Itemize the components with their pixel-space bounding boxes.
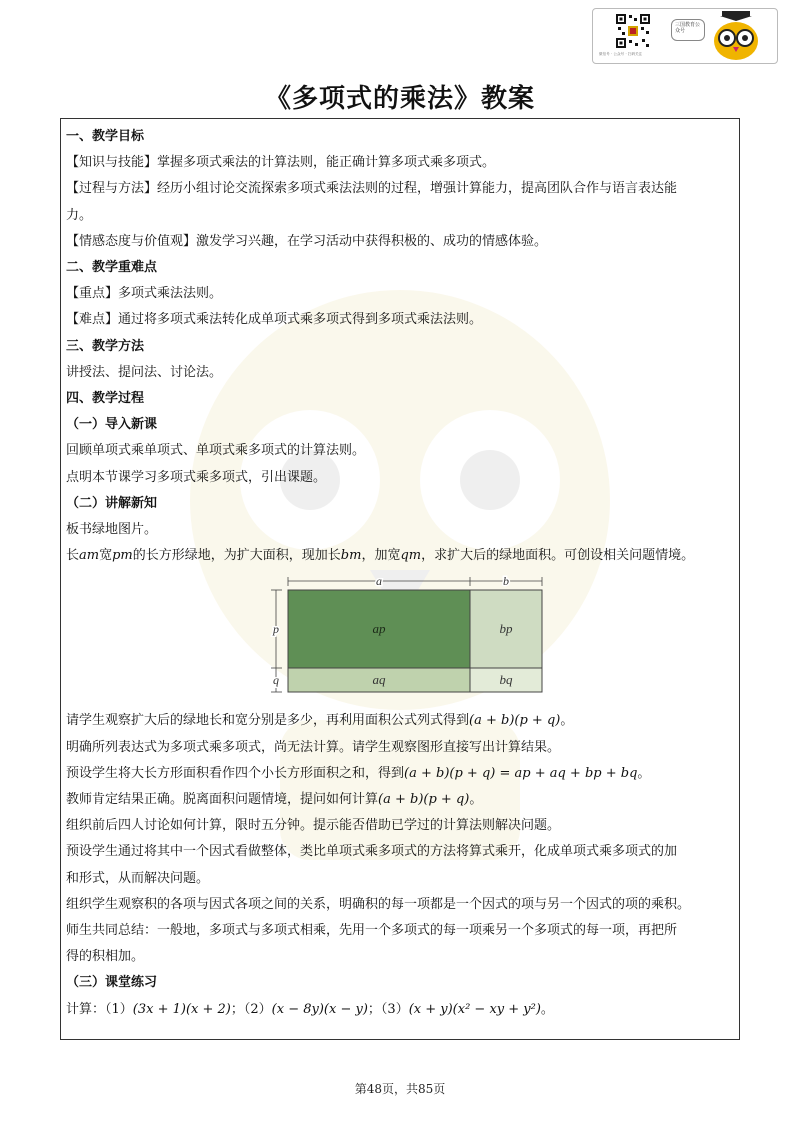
label-p: p (273, 622, 279, 637)
paragraph: 得的积相加。 (66, 949, 145, 965)
label-q: q (273, 673, 279, 688)
paragraph: 力。 (66, 207, 93, 223)
label-bq: bq (499, 672, 513, 688)
badge-caption: 微信号 · 公众号 · 扫码关注 (599, 52, 643, 56)
page-number: 第48页，共85页 (354, 1082, 446, 1096)
exercise-line: 计算：（1）(3x + 1)(x + 2)；（2）(x − 8y)(x − y)；（3）(x + y)(x² − xy + y²)。 (66, 1001, 554, 1017)
paragraph: 师生共同总结：一般地，多项式与多项式相乘，先用一个多项式的每一项乘另一个多项式的每一项，再把所 (66, 923, 678, 939)
paragraph: 预设学生通过将其中一个因式看做整体，类比单项式乘多项式的方法将算式乘开，化成单项式乘多项式的加 (66, 844, 678, 860)
paragraph: 预设学生将大长方形面积看作四个小长方形面积之和，得到(a + b)(p + q) = ap + aq + bp + bq。 (66, 765, 651, 781)
paragraph: 【知识与技能】掌握多项式乘法的计算法则，能正确计算多项式乘多项式。 (66, 155, 496, 171)
label-a: a (376, 574, 382, 589)
subsection-heading: （一）导入新课 (66, 417, 158, 433)
owl-mascot-icon (708, 11, 764, 61)
paragraph: 组织前后四人讨论如何计算，限时五分钟。提示能否借助已学过的计算法则解决问题。 (66, 818, 561, 834)
paragraph: 回顾单项式乘单项式、单项式乘多项式的计算法则。 (66, 443, 366, 459)
label-aq: aq (372, 672, 386, 688)
section-heading: 四、教学过程 (66, 391, 145, 407)
header-logo-badge (592, 8, 778, 64)
label-bp: bp (499, 621, 513, 637)
paragraph: 板书绿地图片。 (66, 522, 158, 538)
paragraph: 【过程与方法】经历小组讨论交流探索多项式乘法法则的过程，增强计算能力，提高团队合作与语言表达能 (66, 181, 678, 197)
section-heading: 三、教学方法 (66, 338, 145, 354)
speech-bubble: 三国教育公众号 (671, 19, 705, 41)
paragraph: 组织学生观察积的各项与因式各项之间的关系，明确积的每一项都是一个因式的项与另一个因式的项的乘积。 (66, 896, 691, 912)
green-land-figure (66, 574, 741, 702)
paragraph: 【情感态度与价值观】激发学习兴趣，在学习活动中获得积极的、成功的情感体验。 (66, 233, 548, 249)
qr-code-icon (615, 13, 651, 49)
lesson-content (66, 124, 741, 1023)
page-title: 《多项式的乘法》教案 (264, 84, 535, 114)
paragraph: 长am宽pm的长方形绿地，为扩大面积，现加长bm，加宽qm，求扩大后的绿地面积。可创设相关问题情境。 (66, 548, 695, 564)
paragraph: 和形式，从而解决问题。 (66, 870, 210, 886)
section-heading: 一、教学目标 (66, 129, 145, 144)
paragraph: 讲授法、提问法、讨论法。 (66, 364, 223, 380)
subsection-heading: （三）课堂练习 (66, 975, 158, 991)
label-b: b (503, 574, 509, 589)
paragraph: 【重点】多项式乘法法则。 (66, 286, 223, 302)
label-ap: ap (372, 621, 386, 637)
paragraph: 明确所列表达式为多项式乘多项式，尚无法计算。请学生观察图形直接写出计算结果。 (66, 739, 561, 755)
paragraph: 教师肯定结果正确。脱离面积问题情境，提问如何计算(a + b)(p + q)。 (66, 792, 483, 808)
paragraph: 点明本节课学习多项式乘多项式，引出课题。 (66, 469, 327, 485)
paragraph: 【难点】通过将多项式乘法转化成单项式乘多项式得到多项式乘法法则。 (66, 312, 483, 328)
paragraph: 请学生观察扩大后的绿地长和宽分别是多少，再利用面积公式列式得到(a + b)(p + q)。 (66, 713, 574, 729)
subsection-heading: （二）讲解新知 (66, 495, 158, 511)
section-heading: 二、教学重难点 (66, 260, 158, 276)
